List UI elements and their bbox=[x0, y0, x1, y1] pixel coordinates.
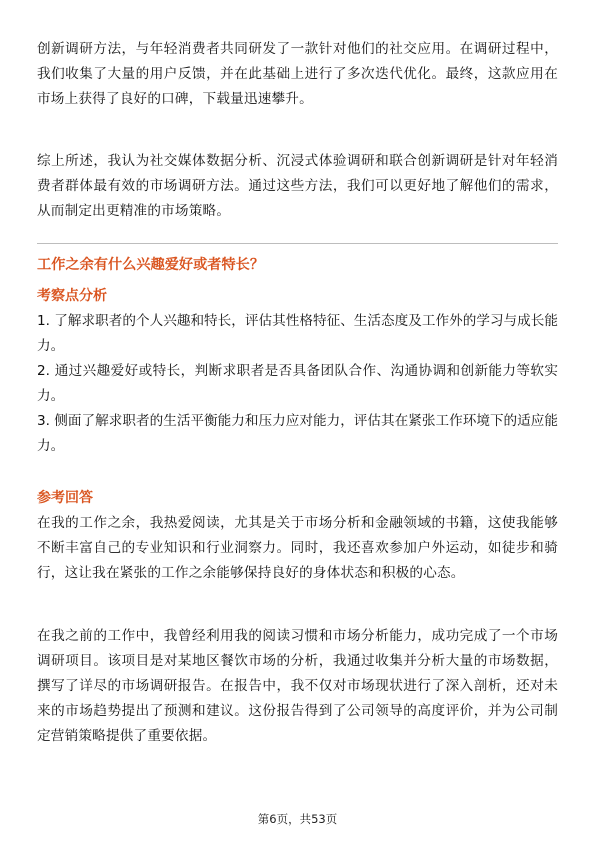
analysis-heading: 考察点分析 bbox=[37, 288, 107, 304]
answer-paragraph-1: 在我的工作之余，我热爱阅读，尤其是关于市场分析和金融领域的书籍，这使我能够不断丰富自己的专业知识和行业洞察力。同时，我还喜欢参加户外运动，如徒步和骑行，这让我在紧张的工作之余能够保持良好的身体状态和积极的心态。 bbox=[37, 515, 558, 581]
analysis-item: 2. 通过兴趣爱好或特长，判断求职者是否具备团队合作、沟通协调和创新能力等软实力。 bbox=[37, 363, 558, 404]
section-divider bbox=[37, 243, 558, 244]
analysis-list bbox=[37, 309, 558, 459]
page-footer: 第6页，共53页 bbox=[257, 812, 338, 826]
paragraph-summary: 综上所述，我认为社交媒体数据分析、沉浸式体验调研和联合创新调研是针对年轻消费者群体最有效的市场调研方法。通过这些方法，我们可以更好地了解他们的需求，从而制定出更精准的市场策略。 bbox=[37, 153, 558, 219]
answer-paragraph-2: 在我之前的工作中，我曾经利用我的阅读习惯和市场分析能力，成功完成了一个市场调研项目。该项目是对某地区餐饮市场的分析，我通过收集并分析大量的市场数据，撰写了详尽的市场调研报告。在报告中，我不仅对市场现状进行了深入剖析，还对未来的市场趋势提出了预测和建议。这份报告得到了公司领导的高度评价，并为公司制定营销策略提供了重要依据。 bbox=[37, 628, 558, 744]
paragraph-intro-continuation: 创新调研方法，与年轻消费者共同研发了一款针对他们的社交应用。在调研过程中，我们收集了大量的用户反馈，并在此基础上进行了多次迭代优化。最终，这款应用在市场上获得了良好的口碑，下载量迅速攀升。 bbox=[37, 41, 558, 107]
answer-heading: 参考回答 bbox=[37, 490, 93, 506]
analysis-item: 1. 了解求职者的个人兴趣和特长，评估其性格特征、生活态度及工作外的学习与成长能力。 bbox=[37, 313, 558, 354]
interview-question: 工作之余有什么兴趣爱好或者特长？ bbox=[37, 257, 265, 273]
analysis-item: 3. 侧面了解求职者的生活平衡能力和压力应对能力，评估其在紧张工作环境下的适应能力。 bbox=[37, 413, 558, 454]
